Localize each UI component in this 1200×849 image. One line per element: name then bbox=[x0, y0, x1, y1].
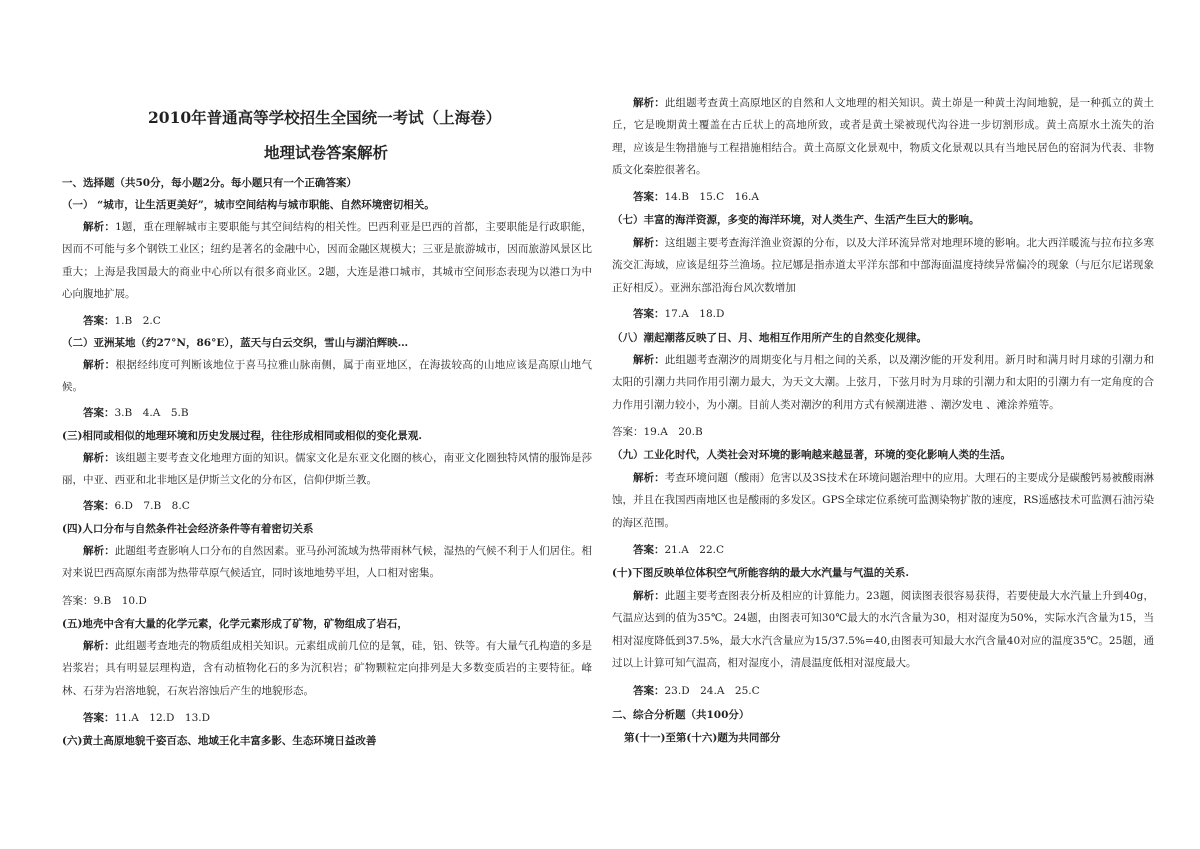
answer-label: 答案： bbox=[83, 712, 115, 724]
answer-label: 答案： bbox=[83, 407, 115, 419]
answer-line bbox=[62, 310, 613, 332]
answer-values: 6.D 7.B 8.C bbox=[114, 500, 190, 512]
section-heading: （九）工业化时代，人类社会对环境的影响越来越显著，环境的变化影响人类的生活。 bbox=[612, 449, 1011, 461]
answer-label: 答案： bbox=[83, 315, 115, 327]
analysis-paragraph bbox=[612, 92, 1154, 181]
section-heading: （二）亚洲某地（约27°N，86°E），蓝天与白云交织，雪山与湖泊辉映… bbox=[62, 337, 409, 349]
analysis-text: 此题组考查影响人口分布的自然因素。亚马孙河流域为热带雨林气候，湿热的气候不利于人们居住。相对来说巴西高原东南部为热带草原气候适宜，同时该地地势平坦，人口相对密集。 bbox=[62, 545, 593, 580]
analysis-paragraph bbox=[62, 216, 592, 305]
analysis-label: 解析： bbox=[83, 545, 115, 557]
answer-values: 9.B 10.D bbox=[93, 595, 147, 607]
analysis-label: 解析： bbox=[633, 237, 665, 249]
analysis-paragraph bbox=[612, 232, 1154, 299]
analysis-text: 1题，重在理解城市主要职能与其空间结构的相关性。巴西利亚是巴西的首都，主要职能是行政职能，因而不可能与多个钢铁工业区；纽约是著名的金融中心，因而金融区规模大；三亚是旅游城市，因而旅游风景区比重大；上海是我国最大的商业中心所以有很多商业区。2题，大连是港口城市，其城市空间形态表现为以港口为中心向腹地扩展。 bbox=[62, 221, 592, 300]
answer-label: 答案： bbox=[633, 685, 665, 697]
answer-line bbox=[62, 402, 613, 424]
section-heading: (五)地壳中含有大量的化学元素，化学元素形成了矿物，矿物组成了岩石， bbox=[62, 618, 408, 630]
analysis-label: 解析： bbox=[83, 221, 116, 233]
answer-line bbox=[62, 707, 613, 729]
answer-line bbox=[612, 303, 1175, 325]
section-heading: 第(十一)至第(十六)题为共同部分 bbox=[624, 732, 781, 744]
answer-values: 3.B 4.A 5.B bbox=[114, 407, 189, 419]
answer-label: 答案： bbox=[62, 595, 94, 607]
answer-line bbox=[62, 590, 592, 612]
analysis-label: 解析： bbox=[83, 640, 115, 652]
analysis-text: 根据经纬度可判断该地位于喜马拉雅山脉南侧，属于南亚地区，在海拔较高的山地应该是高原山地气候。 bbox=[62, 359, 593, 394]
analysis-text: 此组题考查黄土高原地区的自然和人文地理的相关知识。黄土峁是一种黄土沟间地貌，是一种孤立的黄土丘，它是晚期黄土覆盖在古丘状上的高地所致，或者是黄土梁被现代沟谷进一步切割形成。黄土高原水土流失的治理，应该是生物措施与工程措施相结合。黄土高原文化景观中，物质文化景观以具有当地民居色的窑洞为代表、非物质文化秦腔很著名。 bbox=[612, 97, 1154, 176]
analysis-paragraph bbox=[62, 635, 592, 702]
answer-values: 11.A 12.D 13.D bbox=[114, 712, 211, 724]
section-heading: (十)下图反映单位体积空气所能容纳的最大水汽量与气温的关系. bbox=[612, 567, 910, 579]
section-heading: （七）丰富的海洋资源，多变的海洋环境，对人类生产、生活产生巨大的影响。 bbox=[612, 214, 980, 226]
section-heading: 二、综合分析题（共100分） bbox=[612, 709, 750, 721]
answer-line bbox=[612, 186, 1175, 208]
analysis-text: 此题主要考查图表分析及相应的计算能力。23题，阅读图表很容易获得，若要使最大水汽量上升到40g，气温应达到的值为35℃。24题，由图表可知30℃最大的水汽含量为30，相对湿度为50%，实际水汽含量为15，当相对湿度降低到37.5%，最大水汽含量应为15/37.5%=40,由图表可知最大水汽含量40对应的温度35℃。25题，通过以上计算可知气温高，相对湿度小，清晨温度低相对湿度最大。 bbox=[612, 590, 1154, 669]
analysis-label: 解析： bbox=[83, 359, 116, 371]
section-heading: (四)人口分布与自然条件社会经济条件等有着密切关系 bbox=[62, 523, 314, 535]
analysis-paragraph bbox=[612, 349, 1154, 416]
analysis-paragraph bbox=[62, 540, 592, 585]
analysis-text: 这组题主要考查海洋渔业资源的分布，以及大洋环流异常对地理环境的影响。北大西洋暖流与拉布拉多寒流交汇海域，应该是纽芬兰渔场。拉尼娜是指赤道太平洋东部和中部海面温度持续异常偏冷的现象（与厄尔尼诺现象正好相反）。亚洲东部沿海台风次数增加 bbox=[612, 237, 1154, 294]
section-heading: 一、选择题（共50分，每小题2分。每小题只有一个正确答案） bbox=[62, 177, 357, 189]
analysis-text: 此组题考查地壳的物质组成相关知识。元素组成前几位的是氧，硅，铝、铁等。有大量气孔构造的多是岩浆岩；具有明显层理构造，含有动植物化石的多为沉积岩；矿物颗粒定向排列是大多数变质岩的主要特征。峰林、石芽为岩溶地貌，石灰岩溶蚀后产生的地貌形态。 bbox=[62, 640, 593, 697]
answer-values: 21.A 22.C bbox=[664, 544, 725, 556]
answer-values: 19.A 20.B bbox=[643, 426, 703, 438]
section-heading: (三)相同或相似的地理环境和历史发展过程，往往形成相同或相似的变化景观. bbox=[62, 430, 423, 442]
answer-values: 23.D 24.A 25.C bbox=[664, 685, 760, 697]
analysis-paragraph bbox=[612, 585, 1154, 674]
analysis-label: 解析： bbox=[633, 354, 665, 366]
answer-line bbox=[612, 539, 1175, 561]
section-heading: (六)黄土高原地貌千姿百态、地域王化丰富多影、生态环境日益改善 bbox=[62, 735, 377, 747]
answer-line bbox=[612, 421, 1154, 443]
analysis-label: 解析： bbox=[633, 472, 665, 484]
answer-values: 1.B 2.C bbox=[114, 315, 161, 327]
section-heading: （一） “城市，让生活更美好”，城市空间结构与城市职能、自然环境密切相关。 bbox=[62, 199, 435, 211]
analysis-label: 解析： bbox=[83, 452, 115, 464]
answer-label: 答案： bbox=[633, 191, 665, 203]
analysis-label: 解析： bbox=[633, 590, 665, 602]
analysis-text: 此组题考查潮汐的周期变化与月相之间的关系，以及潮汐能的开发利用。新月时和满月时月球的引潮力和太阳的引潮力共同作用引潮力最大，为天文大潮。上弦月，下弦月时为月球的引潮力和太阳的引潮力有一定角度的合力作用引潮力较小，为小潮。目前人类对潮汐的利用方式有候潮进港 、潮汐发电 、滩涂养殖等。 bbox=[612, 354, 1154, 411]
answer-label: 答案： bbox=[612, 426, 644, 438]
analysis-text: 考查环境问题（酸雨）危害以及3S技术在环境问题治理中的应用。大理石的主要成分是碳酸钙易被酸雨淋蚀，并且在我国西南地区也是酸雨的多发区。GPS全球定位系统可监测染物扩散的速度，RS遥感技术可监测石油污染的海区范围。 bbox=[612, 472, 1155, 529]
section-heading: （八）潮起潮落反映了日、月、地相互作用所产生的自然变化规律。 bbox=[612, 332, 927, 344]
answer-line bbox=[62, 495, 613, 517]
answer-line bbox=[612, 680, 1175, 702]
answer-values: 14.B 15.C 16.A bbox=[664, 191, 759, 203]
analysis-paragraph bbox=[62, 447, 592, 492]
answer-values: 17.A 18.D bbox=[664, 308, 725, 320]
page-title: 2010年普通高等学校招生全国统一考试（上海卷） bbox=[148, 108, 502, 127]
analysis-paragraph bbox=[612, 467, 1154, 534]
answer-label: 答案： bbox=[633, 308, 665, 320]
page-subtitle: 地理试卷答案解析 bbox=[264, 143, 389, 162]
answer-label: 答案： bbox=[83, 500, 115, 512]
analysis-paragraph bbox=[62, 354, 592, 399]
answer-label: 答案： bbox=[633, 544, 665, 556]
analysis-text: 该组题主要考查文化地理方面的知识。儒家文化是东亚文化圈的核心，南亚文化圈独特风情的服饰是莎丽，中亚、西亚和北非地区是伊斯兰文化的分布区，信仰伊斯兰教。 bbox=[62, 452, 593, 487]
analysis-label: 解析： bbox=[633, 97, 665, 109]
